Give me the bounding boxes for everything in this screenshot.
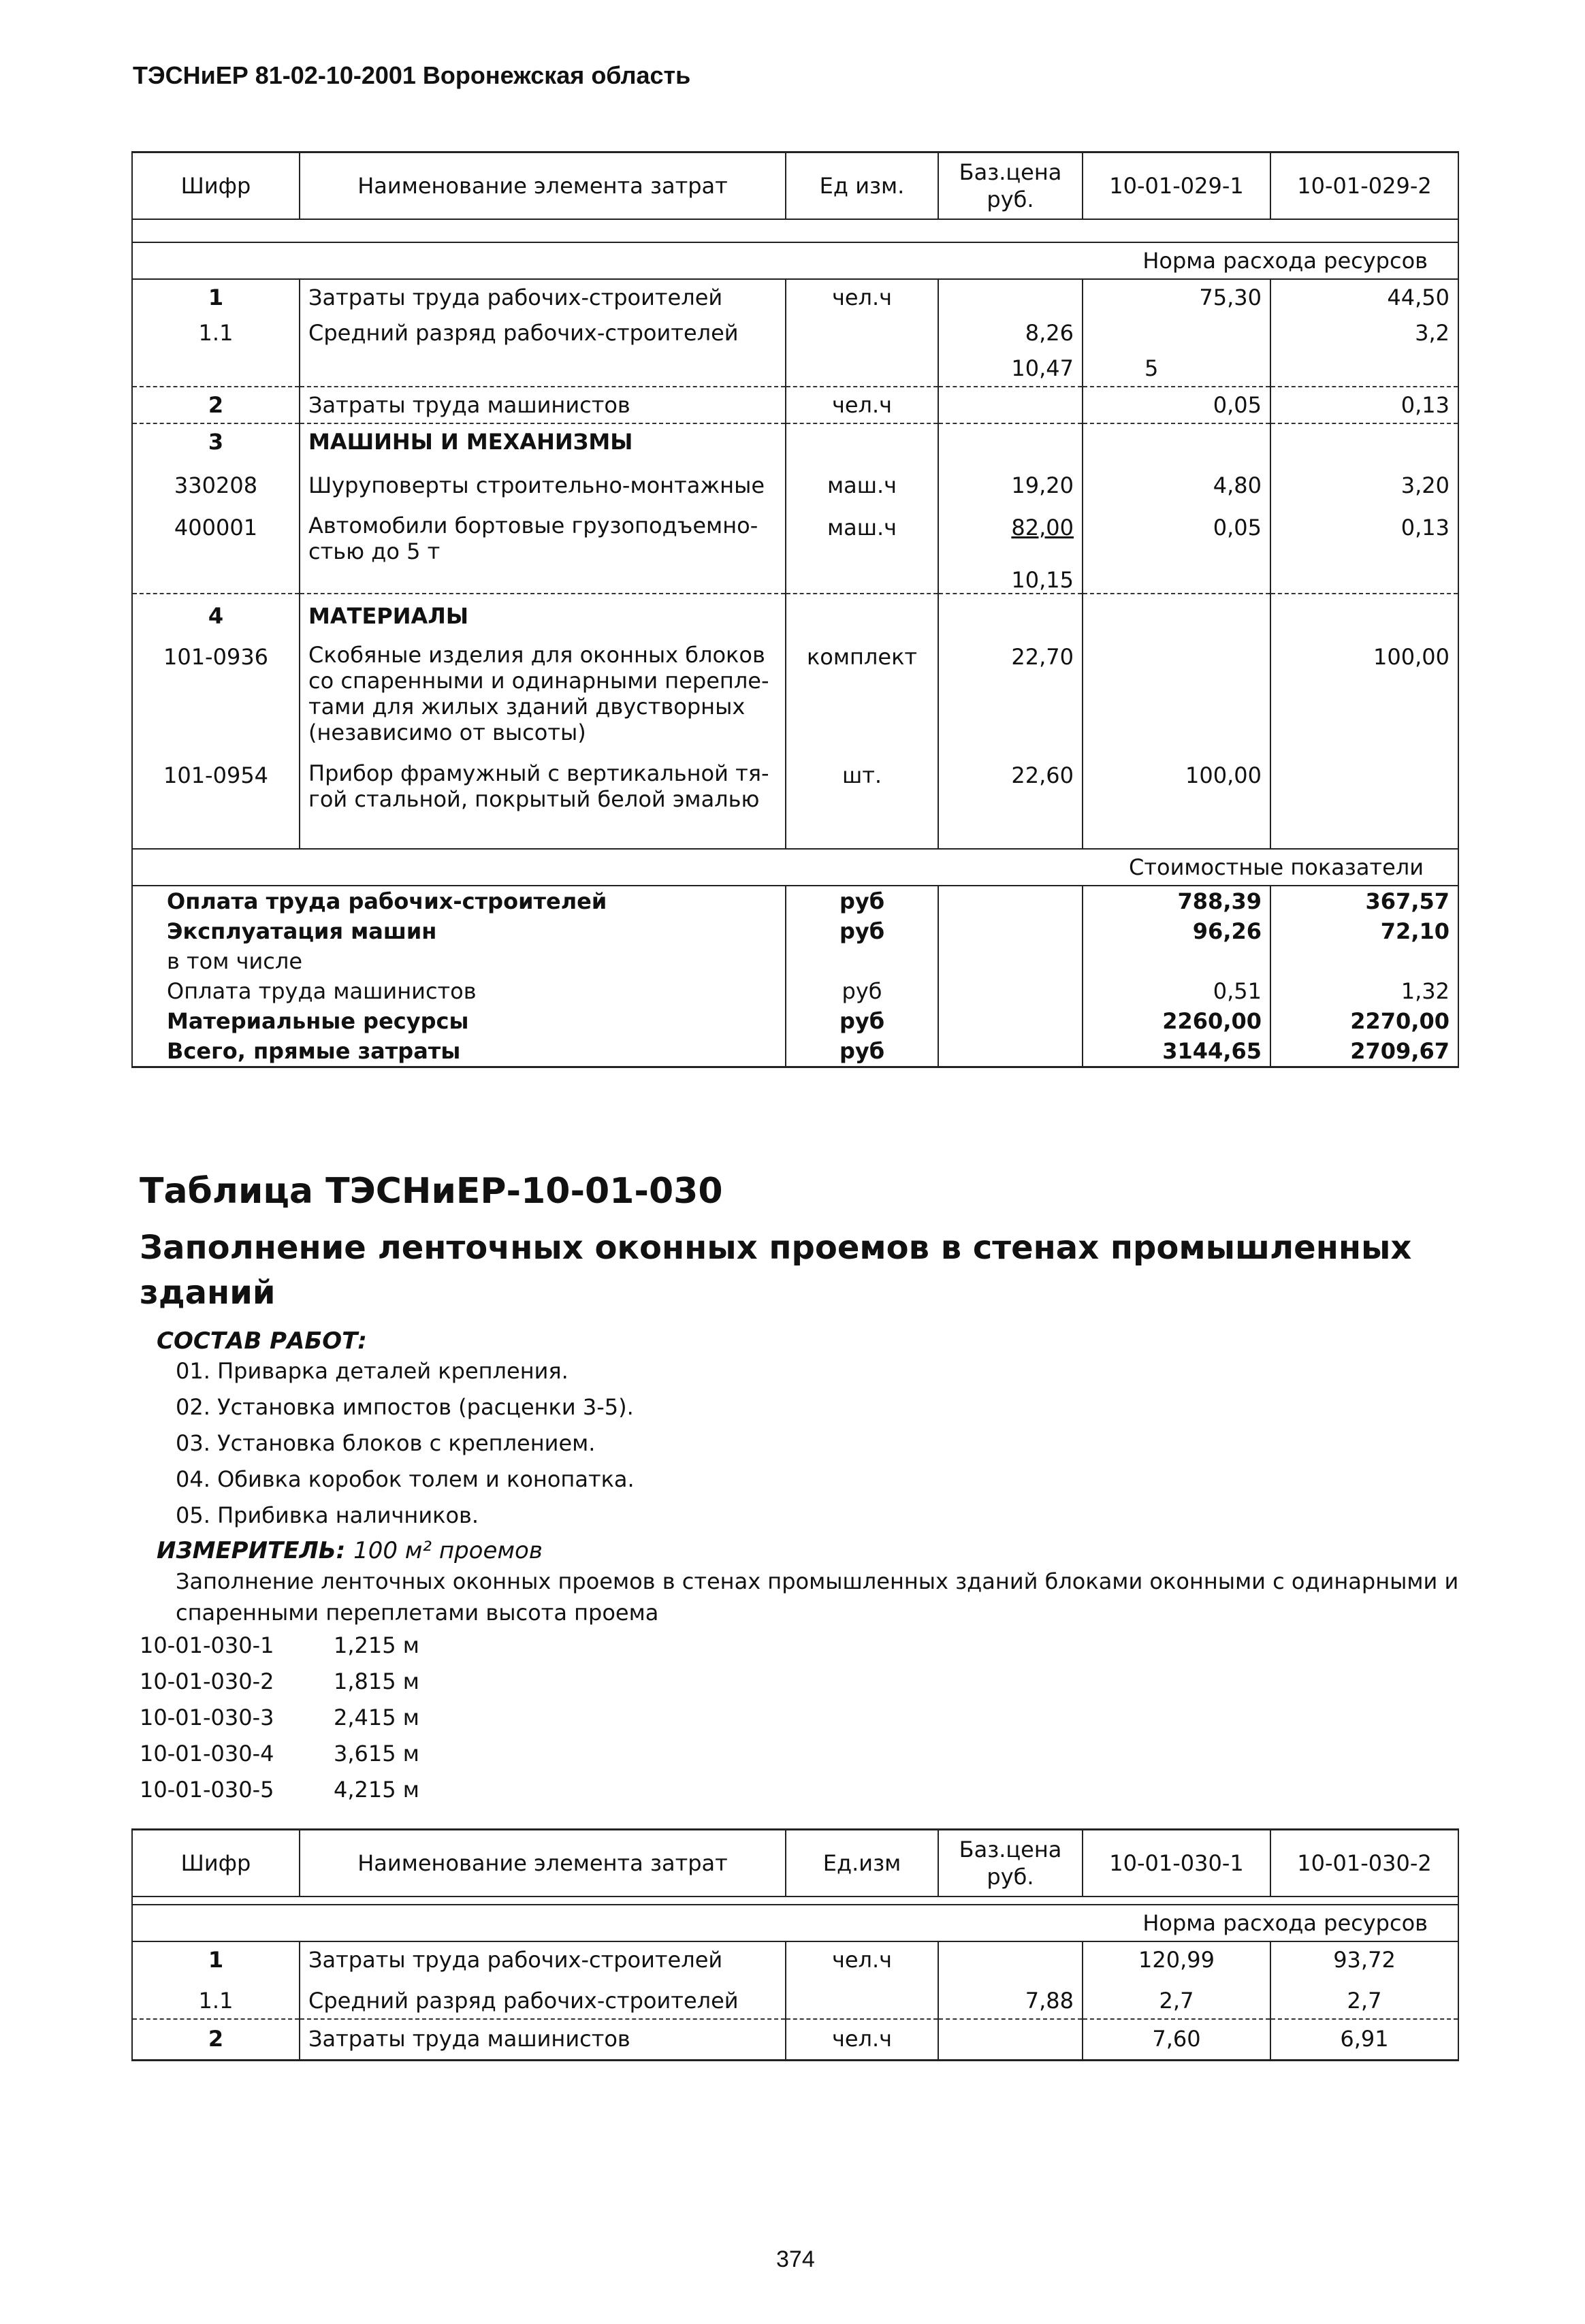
cost-value-1: 96,26: [1083, 916, 1270, 946]
cost-row: [132, 976, 1458, 1006]
cost-value-1: 788,39: [1083, 886, 1270, 916]
cell-value-2: [1270, 748, 1458, 815]
norm-band-row: [132, 242, 1458, 279]
table-header-row: [132, 1830, 1458, 1897]
cost-name: Эксплуатация машин: [132, 916, 786, 946]
table-row: [132, 2019, 1458, 2061]
cell-value-1: 5: [1083, 351, 1270, 387]
cost-value-2: 2709,67: [1270, 1036, 1458, 1067]
cost-name: Оплата труда машинистов: [132, 976, 786, 1006]
cell-value-1: [1083, 315, 1270, 351]
cost-row: [132, 1006, 1458, 1036]
table-row: [132, 387, 1458, 423]
cost-name: Материальные ресурсы: [132, 1006, 786, 1036]
table-row: [132, 634, 1458, 748]
cost-unit: [786, 946, 938, 976]
cell-unit: чел.ч: [786, 1941, 938, 1978]
cell-value-1: 4,80: [1083, 459, 1270, 503]
cost-value-1: 3144,65: [1083, 1036, 1270, 1067]
cost-row: [132, 916, 1458, 946]
col-header-unit: Ед изм.: [786, 152, 938, 220]
measure-value: 100 м² проемов: [353, 1537, 543, 1564]
col-header-price: Баз.цена руб.: [938, 152, 1083, 220]
cell-unit: [786, 423, 938, 459]
col-header-code: Шифр: [132, 152, 300, 220]
cost-value-1: [1083, 946, 1270, 976]
cell-value-2: 3,20: [1270, 459, 1458, 503]
cost-row: [132, 886, 1458, 916]
cost-name: Оплата труда рабочих-строителей: [132, 886, 786, 916]
cell-price: 82,00: [938, 503, 1083, 567]
section-title: Таблица ТЭСНиЕР-10-01-030: [140, 1171, 723, 1212]
works-list-item: 02. Установка импостов (расценки 3-5).: [176, 1394, 634, 1420]
cost-unit: руб: [786, 916, 938, 946]
cell-code: 400001: [132, 503, 300, 567]
works-list-item: 03. Установка блоков с креплением.: [176, 1430, 596, 1456]
spacer-row: [132, 815, 1458, 849]
cell-code: 1.1: [132, 315, 300, 351]
cell-unit: [786, 315, 938, 351]
cell-value-1: 75,30: [1083, 279, 1270, 315]
cell-code: 2: [132, 387, 300, 423]
cell-unit: чел.ч: [786, 279, 938, 315]
cell-code: 4: [132, 594, 300, 634]
table-row: [132, 594, 1458, 634]
cost-label: Стоимостные показатели: [132, 849, 1458, 886]
resource-table-029: [131, 151, 1459, 1068]
col-header-name: Наименование элемента затрат: [300, 152, 786, 220]
section-heading-materials: МАТЕРИАЛЫ: [300, 594, 786, 634]
col-header-name: Наименование элемента затрат: [300, 1830, 786, 1897]
cell-value-1: 2,7: [1083, 1978, 1270, 2019]
cell-value-2: 3,2: [1270, 315, 1458, 351]
table-row: [132, 459, 1458, 503]
cell-code: [132, 567, 300, 594]
section-heading-machines: МАШИНЫ И МЕХАНИЗМЫ: [300, 423, 786, 459]
cell-value-2: [1270, 351, 1458, 387]
cell-name: Средний разряд рабочих-строителей: [300, 315, 786, 351]
cell-value-2: 0,13: [1270, 387, 1458, 423]
cell-value-1: 120,99: [1083, 1941, 1270, 1978]
height-value: 1,215 м: [334, 1632, 419, 1658]
cell-value-1: [1083, 423, 1270, 459]
norm-band-row: [132, 1905, 1458, 1941]
col-header-rate-2: 10-01-029-2: [1270, 152, 1458, 220]
table-row: [132, 351, 1458, 387]
works-list-item: 01. Приварка деталей крепления.: [176, 1358, 569, 1384]
table-row: [132, 503, 1458, 567]
cell-code: 1.1: [132, 1978, 300, 2019]
cell-value-1: [1083, 594, 1270, 634]
cost-value-2: 367,57: [1270, 886, 1458, 916]
cell-code: 101-0936: [132, 634, 300, 748]
cell-name: Затраты труда рабочих-строителей: [300, 279, 786, 315]
cell-price: 19,20: [938, 459, 1083, 503]
table-row: [132, 567, 1458, 594]
works-label: СОСТАВ РАБОТ:: [157, 1327, 367, 1355]
cost-name: Всего, прямые затраты: [132, 1036, 786, 1067]
cost-value-1: 0,51: [1083, 976, 1270, 1006]
measure-label: ИЗМЕРИТЕЛЬ:: [157, 1537, 346, 1564]
cell-value-2: [1270, 567, 1458, 594]
cell-unit: [786, 567, 938, 594]
table-row: [132, 1941, 1458, 1978]
cell-value-1: 7,60: [1083, 2019, 1270, 2061]
cost-unit: руб: [786, 1036, 938, 1067]
cell-value-1: 100,00: [1083, 748, 1270, 815]
height-value: 3,615 м: [334, 1741, 419, 1766]
height-code: 10-01-030-1: [140, 1632, 274, 1658]
cell-name: [300, 351, 786, 387]
cell-unit: [786, 1978, 938, 2019]
cost-row: [132, 946, 1458, 976]
cell-value-2: [1270, 423, 1458, 459]
cell-code: [132, 351, 300, 387]
cost-unit: руб: [786, 1006, 938, 1036]
cell-value-2: 0,13: [1270, 503, 1458, 567]
cell-name: Скобяные изделия для оконных блоков со спаренными и одинарными перепле-тами для жилых зданий двустворных (независимо от высоты): [300, 634, 786, 748]
cell-code: 3: [132, 423, 300, 459]
norm-label: Норма расхода ресурсов: [132, 242, 1458, 279]
cell-price: 22,70: [938, 634, 1083, 748]
cell-name: Шуруповерты строительно-монтажные: [300, 459, 786, 503]
cell-price: 7,88: [938, 1978, 1083, 2019]
works-list-item: 04. Обивка коробок толем и конопатка.: [176, 1466, 635, 1492]
measure-line: [157, 1537, 543, 1564]
cell-unit: комплект: [786, 634, 938, 748]
page-number: 374: [776, 2246, 815, 2272]
cell-price: 10,15: [938, 567, 1083, 594]
cell-name: Средний разряд рабочих-строителей: [300, 1978, 786, 2019]
spacer-row: [132, 219, 1458, 242]
section-subtitle: Заполнение ленточных оконных проемов в стенах промышленных зданий: [140, 1229, 1412, 1312]
cell-name: Автомобили бортовые грузоподъемно-стью до 5 т: [300, 503, 786, 567]
cell-value-2: 44,50: [1270, 279, 1458, 315]
section-description: Заполнение ленточных оконных проемов в стенах промышленных зданий блоками оконными с одинарными и спаренными переплетами высота проема: [176, 1568, 1459, 1626]
works-list-item: 05. Прибивка наличников.: [176, 1502, 479, 1528]
cell-unit: шт.: [786, 748, 938, 815]
cost-name: в том числе: [132, 946, 786, 976]
height-value: 4,215 м: [334, 1777, 419, 1803]
cell-price: [938, 594, 1083, 634]
cost-value-2: [1270, 946, 1458, 976]
height-code: 10-01-030-4: [140, 1741, 274, 1766]
cost-unit: руб: [786, 976, 938, 1006]
table-row: [132, 748, 1458, 815]
cell-price: 8,26: [938, 315, 1083, 351]
cell-value-2: 2,7: [1270, 1978, 1458, 2019]
cell-value-2: [1270, 594, 1458, 634]
table-row: [132, 423, 1458, 459]
cell-name: [300, 567, 786, 594]
cell-unit: [786, 351, 938, 387]
cost-value-2: 72,10: [1270, 916, 1458, 946]
cell-value-1: [1083, 634, 1270, 748]
cell-price: [938, 2019, 1083, 2061]
cell-code: 101-0954: [132, 748, 300, 815]
col-header-unit: Ед.изм: [786, 1830, 938, 1897]
cell-unit: маш.ч: [786, 503, 938, 567]
col-header-code: Шифр: [132, 1830, 300, 1897]
cell-value-1: 0,05: [1083, 503, 1270, 567]
page-header-title: ТЭСНиЕР 81-02-10-2001 Воронежская область: [133, 61, 691, 89]
cell-name: Затраты труда машинистов: [300, 387, 786, 423]
resource-table-030: [131, 1828, 1459, 2061]
cell-price: 22,60: [938, 748, 1083, 815]
cell-unit: чел.ч: [786, 2019, 938, 2061]
height-value: 1,815 м: [334, 1668, 419, 1694]
cell-price: [938, 279, 1083, 315]
table-row: [132, 1978, 1458, 2019]
cost-value-2: 2270,00: [1270, 1006, 1458, 1036]
cell-code: 1: [132, 279, 300, 315]
cost-value-1: 2260,00: [1083, 1006, 1270, 1036]
cell-value-2: 93,72: [1270, 1941, 1458, 1978]
col-header-price: Баз.цена руб.: [938, 1830, 1083, 1897]
cell-name: Прибор фрамужный с вертикальной тя-гой стальной, покрытый белой эмалью: [300, 748, 786, 815]
cost-unit: руб: [786, 886, 938, 916]
cost-row-total: [132, 1036, 1458, 1067]
col-header-rate-1: 10-01-030-1: [1083, 1830, 1270, 1897]
cell-code: 1: [132, 1941, 300, 1978]
cell-value-1: 0,05: [1083, 387, 1270, 423]
cell-price: [938, 1941, 1083, 1978]
cell-unit: чел.ч: [786, 387, 938, 423]
cell-value-1: [1083, 567, 1270, 594]
cell-value-2: 6,91: [1270, 2019, 1458, 2061]
table-row: [132, 315, 1458, 351]
col-header-rate-2: 10-01-030-2: [1270, 1830, 1458, 1897]
height-code: 10-01-030-5: [140, 1777, 274, 1803]
norm-label: Норма расхода ресурсов: [132, 1905, 1458, 1941]
col-header-rate-1: 10-01-029-1: [1083, 152, 1270, 220]
height-value: 2,415 м: [334, 1705, 419, 1730]
height-code: 10-01-030-3: [140, 1705, 274, 1730]
cost-value-2: 1,32: [1270, 976, 1458, 1006]
cell-name: Затраты труда машинистов: [300, 2019, 786, 2061]
cell-unit: маш.ч: [786, 459, 938, 503]
table-header-row: [132, 152, 1458, 220]
cell-value-2: 100,00: [1270, 634, 1458, 748]
cost-band-row: [132, 849, 1458, 886]
spacer-row: [132, 1897, 1458, 1905]
table-row: [132, 279, 1458, 315]
cell-name: Затраты труда рабочих-строителей: [300, 1941, 786, 1978]
cell-code: 2: [132, 2019, 300, 2061]
cell-price: 10,47: [938, 351, 1083, 387]
cell-unit: [786, 594, 938, 634]
cell-price: [938, 423, 1083, 459]
cell-code: 330208: [132, 459, 300, 503]
cell-price: [938, 387, 1083, 423]
height-code: 10-01-030-2: [140, 1668, 274, 1694]
